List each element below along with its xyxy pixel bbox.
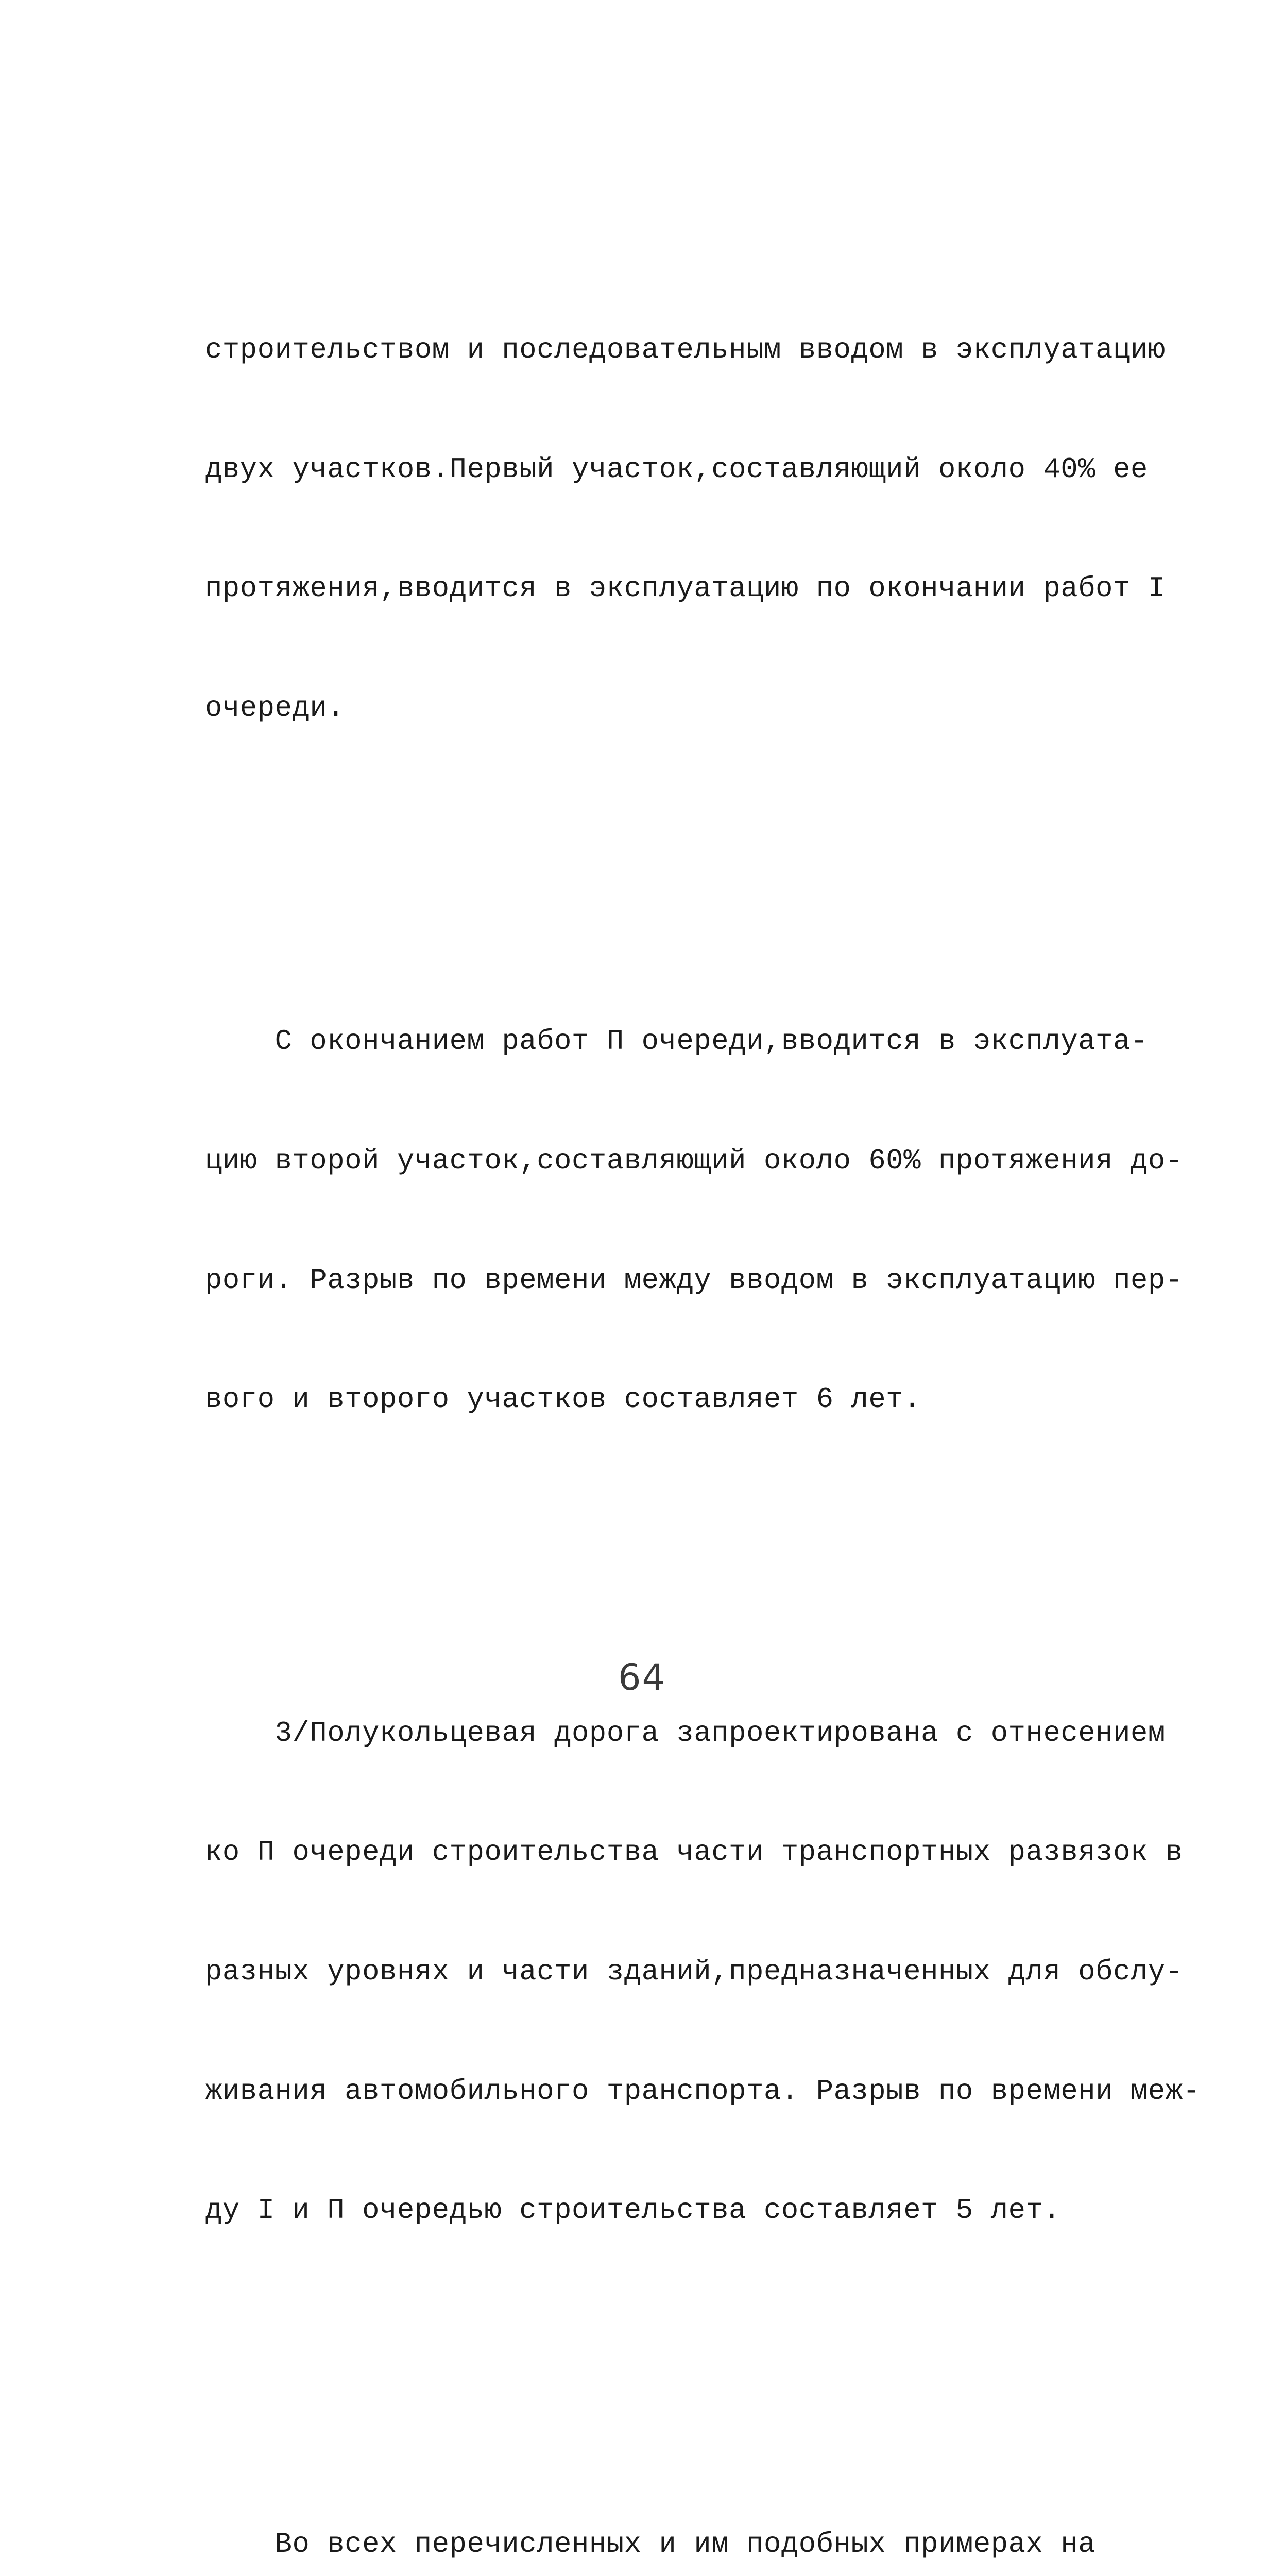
page-number: 64 [618, 1656, 666, 1699]
text-line: 3/Полукольцевая дорога запроектирована с отнесением [205, 1717, 1166, 1750]
text-line: вого и второго участков составляет 6 лет. [205, 1383, 921, 1416]
text-line: ко П очереди строительства части транспортных развязок в [205, 1836, 1183, 1869]
text-line: разных уровнях и части зданий,предназначенных для обслу- [205, 1955, 1183, 1988]
text-line: очереди. [205, 691, 345, 724]
text-line: С окончанием работ П очереди,вводится в эксплуата- [205, 1025, 1148, 1058]
text-line: цию второй участок,составляющий около 60% протяжения до- [205, 1145, 1183, 1177]
paragraph-3 [205, 1634, 1201, 2310]
paragraph-2 [205, 942, 1183, 1499]
text-line: ду I и П очередью строительства составляет 5 лет. [205, 2194, 1061, 2227]
body-text [205, 131, 1201, 2576]
text-line: двух участков.Первый участок,составляющий около 40% ее [205, 453, 1148, 486]
text-line: Во всех перечисленных и им подобных примерах на [205, 2528, 1096, 2561]
paragraph-1 [205, 251, 1173, 808]
text-line: живания автомобильного транспорта. Разрыв по времени меж- [205, 2075, 1201, 2108]
text-line: роги. Разрыв по времени между вводом в эксплуатацию пер- [205, 1264, 1183, 1297]
paragraph-4 [205, 2445, 1173, 2576]
text-line: строительством и последовательным вводом в эксплуатацию [205, 334, 1166, 367]
text-line: протяжения,вводится в эксплуатацию по окончании работ I [205, 572, 1166, 605]
